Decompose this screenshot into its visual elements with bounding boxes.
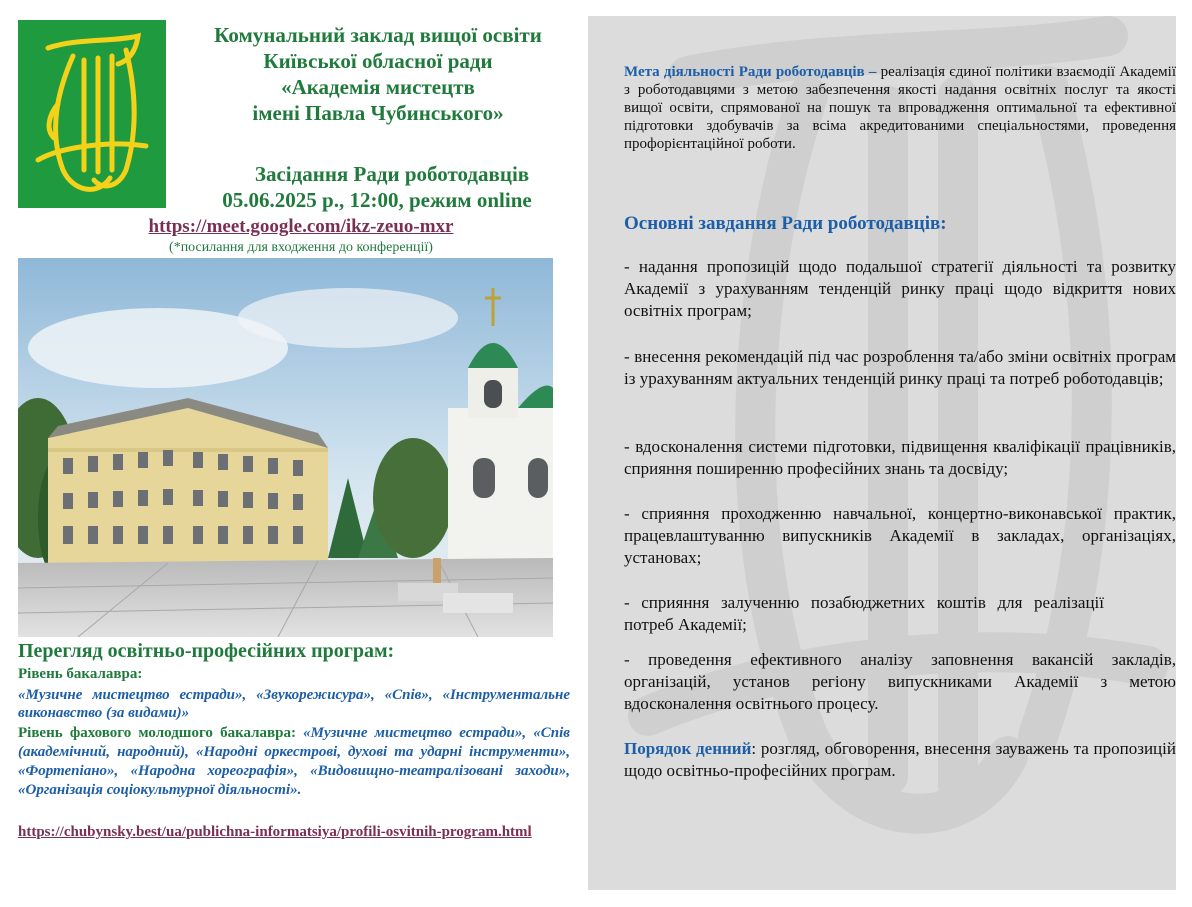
junior-bachelor-programs <box>18 724 570 800</box>
bachelor-level-label: Рівень бакалавра: <box>18 666 143 682</box>
meeting-link-note: (*посилання для входження до конференції) <box>169 240 433 255</box>
meeting-link[interactable]: https://meet.google.com/ikz-zeuo-mxr <box>148 216 454 237</box>
academy-building-photo <box>18 258 553 637</box>
institution-line-2: Київської обласної ради <box>263 49 493 73</box>
agenda-label: Порядок денний <box>624 739 752 758</box>
meeting-title: Засідання Ради роботодавців <box>254 162 530 186</box>
meeting-info <box>170 161 584 213</box>
council-goal <box>624 63 1176 153</box>
council-task: - надання пропозицій щодо подальшої стратегії діяльності та розвитку Академії з урахуванням тенденцій ринку праці щодо відкриття нових освітніх програм; <box>624 257 1176 320</box>
programs-profile-link[interactable]: https://chubynsky.best/ua/publichna-informatsiya/profili-osvitnih-program.html <box>18 824 532 840</box>
employers-council-panel <box>588 16 1176 890</box>
junior-programs-list: «Музичне мистецтво естради», «Спів (академічний, народний), «Народні оркестрові, духові та ударні інструменти», «Фортепіано», «Народна хореографія», «Видовищно-театралізовані заходи», «Організація соціокультурної діяльності». <box>18 725 570 798</box>
council-task: - проведення ефективного аналізу заповнення вакансій закладів, організацій, установ регіону випускниками Академії з метою вдосконалення освітнього процесу. <box>624 650 1176 713</box>
council-task: - внесення рекомендацій під час розроблення та/або зміни освітніх програм із урахуванням актуальних тенденцій ринку праці та потреб роботодавців; <box>624 347 1176 388</box>
council-task: - вдосконалення системи підготовки, підвищення кваліфікації працівників, сприяння поширенню професійних знань та досвіду; <box>624 437 1176 478</box>
council-goal-label: Мета діяльності Ради роботодавців – <box>624 64 877 80</box>
meeting-datetime: 05.06.2025 р., 12:00, режим online <box>222 188 532 212</box>
academy-logo <box>18 20 166 208</box>
lyre-logo-icon <box>18 20 166 208</box>
bachelor-programs-list: «Музичне мистецтво естради», «Звукорежисура», «Спів», «Інструментальне виконавство (за видами)» <box>18 687 570 721</box>
institution-name <box>172 22 584 126</box>
institution-line-1: Комунальний заклад вищої освіти <box>214 23 542 47</box>
junior-level-label: Рівень фахового молодшого бакалавра: <box>18 725 296 741</box>
institution-line-4: імені Павла Чубинського» <box>252 101 504 125</box>
agenda <box>624 738 1176 782</box>
council-goal-text: реалізація єдиної політики взаємодії Академії з роботодавцями з метою забезпечення якості надання освітніх послуг та якості вищої освіти, спрямованої на пошук та впровадження оптимальної та ефективної підготовки здобувачів за всіма акредитованими спеціальностями, проведення профорієнтаційної роботи. <box>624 64 1176 152</box>
council-task: - сприяння проходженню навчальної, концертно-виконавської практик, працевлаштуванню випускників Академії в закладах, організаціях, установах; <box>624 504 1176 567</box>
council-task: - сприяння залученню позабюджетних коштів для реалізації потреб Академії; <box>624 593 1104 634</box>
agenda-text: : розгляд, обговорення, внесення зауважень та пропозицій щодо освітньо-професійних програм. <box>624 739 1176 780</box>
institution-line-3: «Академія мистецтв <box>281 75 475 99</box>
council-tasks-title: Основні завдання Ради роботодавців: <box>624 213 947 234</box>
programs-title: Перегляд освітньо-професійних програм: <box>18 640 395 662</box>
